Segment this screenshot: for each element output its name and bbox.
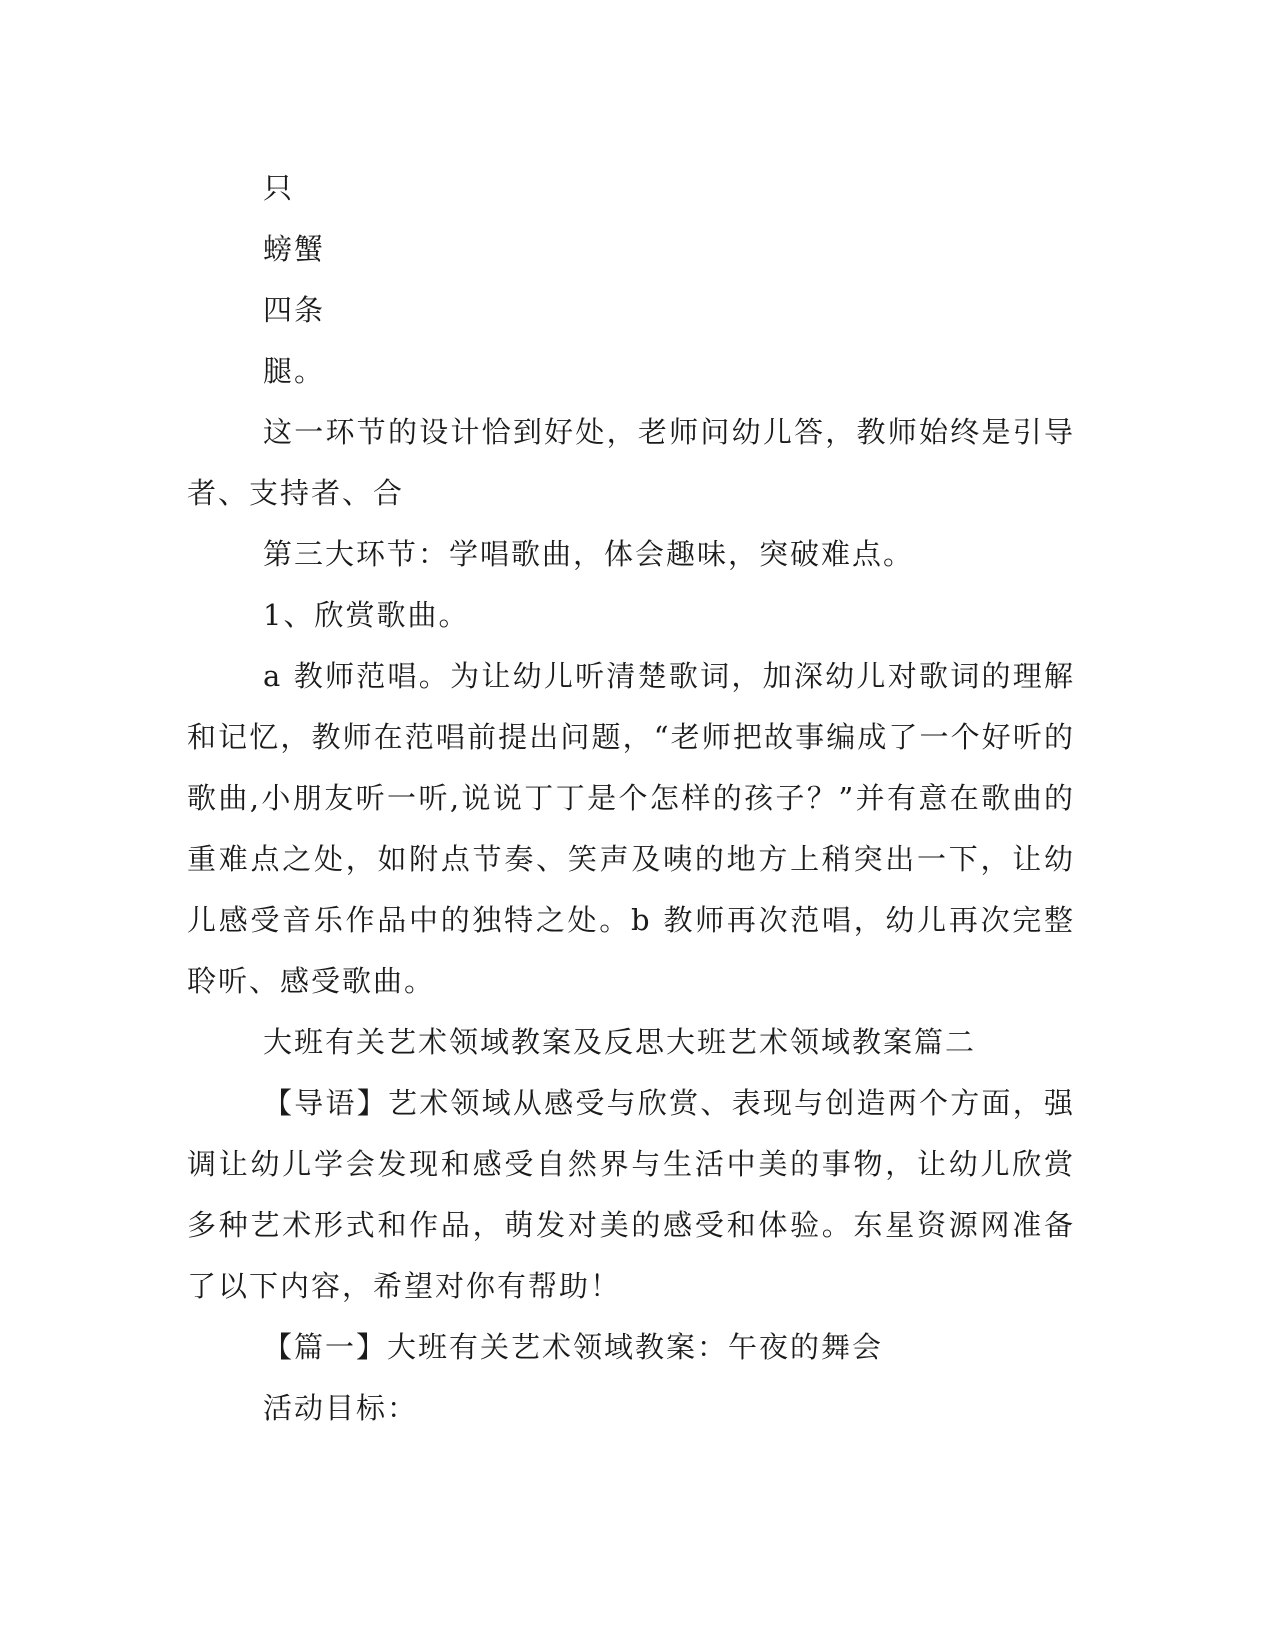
paragraph-6: 第三大环节：学唱歌曲，体会趣味，突破难点。 — [263, 537, 915, 571]
paragraph-4: 腿。 — [263, 354, 326, 388]
paragraph-1: 只 — [263, 171, 295, 205]
paragraph-7: 1、欣赏歌曲。 — [263, 598, 470, 632]
paragraph-8: a 教师范唱。为让幼儿听清楚歌词，加深幼儿对歌词的理解和记忆，教师在范唱前提出问题，“老师把故事编成了一个好听的歌曲,小朋友听一听,说说丁丁是个怎样的孩子？”并有意在歌曲的重难点之处，如附点节奏、笑声及咦的地方上稍突出一下，让幼儿感受音乐作品中的独特之处。b 教师再次范唱，幼儿再次完整聆听、感受歌曲。 — [187, 659, 1075, 998]
paragraph-2: 螃蟹 — [263, 232, 326, 266]
subsection-heading: 【篇一】大班有关艺术领域教案：午夜的舞会 — [263, 1330, 884, 1364]
paragraph-objectives: 活动目标： — [263, 1391, 419, 1425]
paragraph-3: 四条 — [263, 293, 326, 327]
paragraph-5: 这一环节的设计恰到好处，老师问幼儿答，教师始终是引导者、支持者、合 — [187, 415, 1075, 510]
document-body — [187, 158, 1075, 1439]
section-heading: 大班有关艺术领域教案及反思大班艺术领域教案篇二 — [263, 1025, 977, 1059]
paragraph-intro: 【导语】艺术领域从感受与欣赏、表现与创造两个方面，强调让幼儿学会发现和感受自然界与生活中美的事物，让幼儿欣赏多种艺术形式和作品，萌发对美的感受和体验。东星资源网准备了以下内容，希望对你有帮助！ — [187, 1086, 1075, 1303]
